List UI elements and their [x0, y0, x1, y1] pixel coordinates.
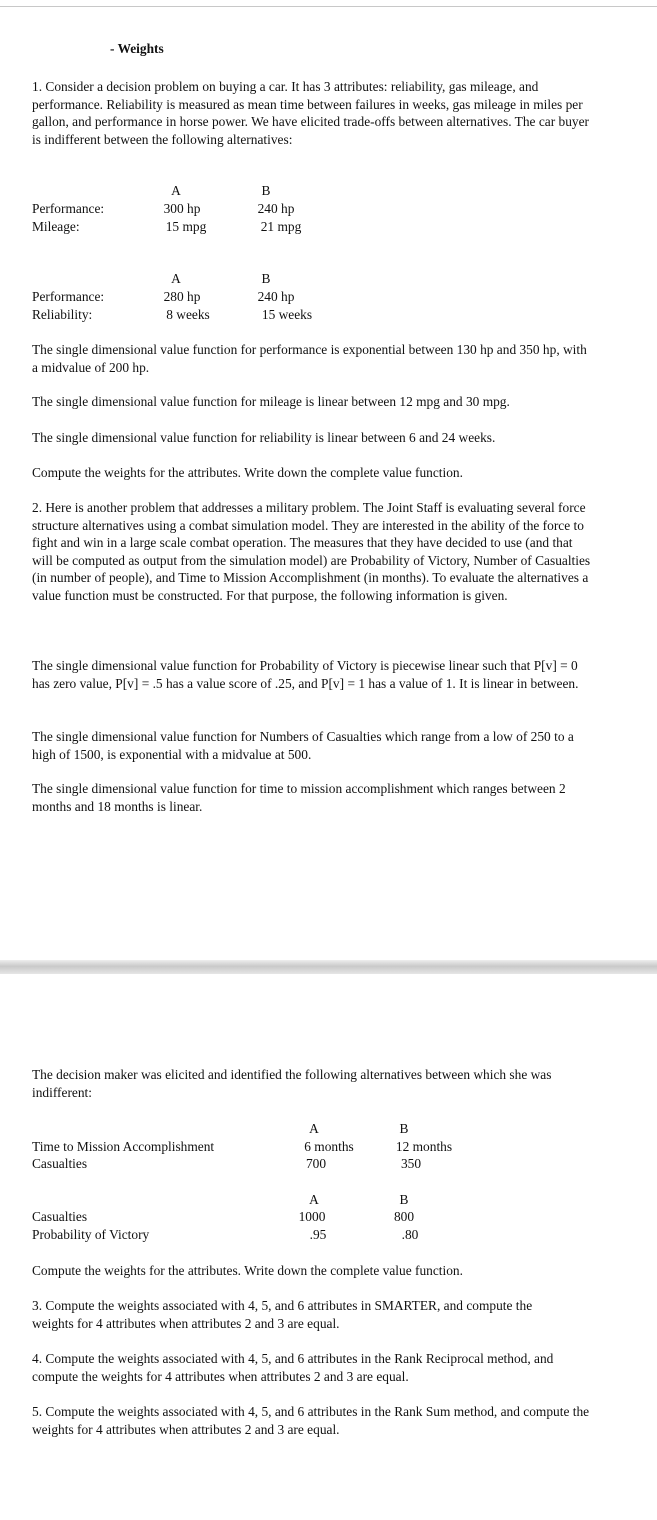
problem4-text: 4. Compute the weights associated with 4, 5, and 6 attributes in the Rank Reciprocal method, and compute the weights for 4 attributes when attributes 2 and 3 are equal.: [32, 1351, 554, 1384]
casualties-paragraph: The single dimensional value function for Numbers of Casualties which range from a low of 250 to a high of 1500, is exponential with a midvalue at 500.: [32, 729, 574, 762]
problem5-text: 5. Compute the weights associated with 4, 5, and 6 attributes in the Rank Sum method, and compute the weights for 4 attributes when attributes 2 and 3 are equal.: [32, 1404, 590, 1437]
table-col-b: B: [399, 1192, 409, 1207]
table-cell: 8 weeks: [166, 307, 210, 322]
table-cell: 15 weeks: [261, 307, 313, 322]
table-cell: 280 hp: [163, 289, 201, 304]
table-row-label: Reliability:: [32, 307, 93, 322]
table-cell: .95: [309, 1227, 327, 1242]
table-cell: 240 hp: [257, 289, 295, 304]
top-divider: [0, 6, 657, 7]
mileage-paragraph: The single dimensional value function for mileage is linear between 12 mpg and 30 mpg.: [32, 394, 510, 409]
table-row-label: Performance:: [32, 289, 105, 304]
table-row-label: Probability of Victory: [32, 1227, 150, 1242]
table-col-b: B: [261, 271, 271, 286]
table-cell: 240 hp: [257, 201, 295, 216]
table-cell: 800: [393, 1209, 415, 1224]
table-cell: 21 mpg: [260, 219, 302, 234]
victory-paragraph: The single dimensional value function for Probability of Victory is piecewise linear such that P[v] = 0 has zero value, P[v] = .5 has a value score of .25, and P[v] = 1 has a value of 1. It is linear in between.: [32, 658, 579, 691]
section-heading: - Weights: [110, 41, 164, 56]
elicited-paragraph: The decision maker was elicited and identified the following alternatives between which she was indifferent:: [32, 1067, 552, 1100]
table-row-label: Casualties: [32, 1209, 88, 1224]
table-col-a: A: [171, 271, 181, 286]
table-row-label: Casualties: [32, 1156, 88, 1171]
table-cell: 6 months: [304, 1139, 354, 1154]
table-row-label: Mileage:: [32, 219, 80, 234]
page-break: [0, 960, 657, 974]
table-col-b: B: [399, 1121, 409, 1136]
table-cell: 700: [305, 1156, 327, 1171]
table-cell: 12 months: [395, 1139, 453, 1154]
table-col-b: B: [261, 183, 271, 198]
problem1-intro: 1. Consider a decision problem on buying a car. It has 3 attributes: reliability, gas mileage, and performance. Reliability is measured as mean time between failures in weeks, gas mileage in miles per gallon, and performance in horse power. We have elicited trade-offs between alternatives. The car buyer is indifferent between the following alternatives:: [32, 79, 590, 147]
problem3-text: 3. Compute the weights associated with 4, 5, and 6 attributes in SMARTER, and compute the weights for 4 attributes when attributes 2 and 3 are equal.: [32, 1298, 533, 1331]
problem2-task: Compute the weights for the attributes. Write down the complete value function.: [32, 1263, 463, 1278]
problem2-intro: 2. Here is another problem that addresses a military problem. The Joint Staff is evaluating several force structure alternatives using a combat simulation model. They are interested in the ability of the force to fight and win in a large scale combat operation. The measures that they have decided to use (and that will be computed as output from the simulation model) are Probability of Victory, Number of Casualties (in number of people), and Time to Mission Accomplishment (in months). To evaluate the alternatives a value function must be constructed. For that purpose, the following information is given.: [32, 500, 591, 603]
time-paragraph: The single dimensional value function for time to mission accomplishment which ranges between 2 months and 18 months is linear.: [32, 781, 566, 814]
table-row-label: Performance:: [32, 201, 105, 216]
table-cell: 15 mpg: [165, 219, 207, 234]
reliability-paragraph: The single dimensional value function for reliability is linear between 6 and 24 weeks.: [32, 430, 496, 445]
table-cell: .80: [401, 1227, 419, 1242]
table-cell: 350: [400, 1156, 422, 1171]
table-col-a: A: [309, 1121, 319, 1136]
table-col-a: A: [309, 1192, 319, 1207]
table-cell: 1000: [298, 1209, 326, 1224]
table-col-a: A: [171, 183, 181, 198]
performance-paragraph: The single dimensional value function for performance is exponential between 130 hp and 350 hp, with a midvalue of 200 hp.: [32, 342, 587, 375]
table-cell: 300 hp: [163, 201, 201, 216]
table-row-label: Time to Mission Accomplishment: [32, 1139, 215, 1154]
problem1-task: Compute the weights for the attributes. Write down the complete value function.: [32, 465, 463, 480]
